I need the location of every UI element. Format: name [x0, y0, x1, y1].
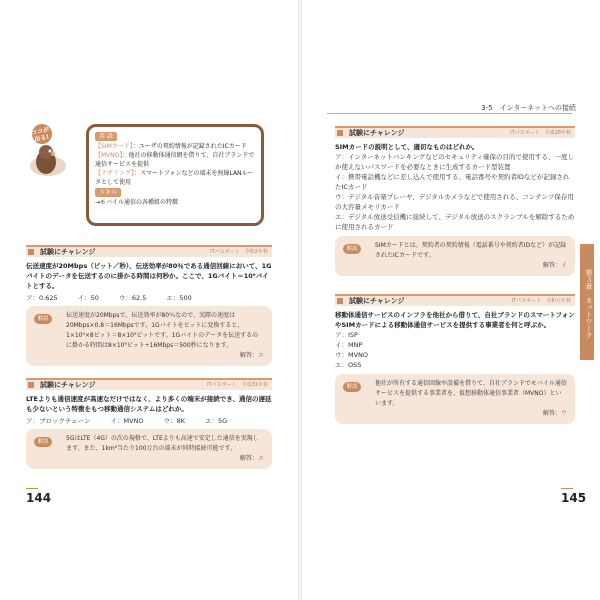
tethering-key: 【テザリング】 — [95, 170, 135, 177]
page-number-rule — [561, 488, 573, 489]
kaisetsu-badge: 解説 — [343, 382, 361, 392]
answer-value: ウ — [560, 410, 567, 417]
option: ア：0.625 — [26, 294, 58, 302]
explanation-box — [26, 306, 272, 366]
tethering-text: ：スマートフォンなどの端末を無線LANルータとして使用 — [95, 170, 254, 186]
book-gutter — [298, 0, 302, 600]
answer-line — [375, 261, 567, 271]
sim-text: ：ユーザの契約情報が記録されたICカード — [132, 143, 247, 150]
mvno-text: ：他社の移動体通信網を借りて、自社ブランドで通信サービスを提供 — [95, 152, 255, 168]
challenge-header — [335, 294, 575, 306]
kaisetsu-badge: 解説 — [343, 244, 361, 254]
kaisetsu-badge: 解説 — [34, 314, 52, 324]
challenge-options — [26, 416, 272, 425]
chapter-side-tab: 第３章 ネットワーク — [580, 244, 594, 360]
option: ア：インターネットバンキングなどのセキュリティ確保の目的で使用する、一度しか使えないパスワードを必要なときに生成するカード型装置 — [335, 153, 574, 171]
option: ウ：MVNO — [335, 351, 369, 359]
answer-line — [375, 409, 567, 419]
answer-line — [66, 351, 264, 361]
skill-label: スキル — [95, 188, 121, 197]
challenge-source: ITパスポート 平成31年春 — [207, 382, 268, 388]
challenge-source: ITパスポート 令和元年秋 — [511, 298, 571, 304]
kaisetsu-badge: 解説 — [34, 437, 52, 447]
challenge-header — [335, 126, 575, 138]
answer-label: 解答： — [542, 410, 561, 417]
memo-box — [86, 124, 264, 226]
answer-value: エ — [257, 455, 264, 462]
option: イ：MVNO — [110, 417, 144, 425]
challenge-title: 試験にチャレンジ — [40, 381, 96, 389]
challenge-title: 試験にチャレンジ — [349, 297, 405, 305]
option: ウ：デジタル音楽プレーヤ、デジタルカメラなどで使用される、コンテンツ保存用の大容量メモリカード — [335, 193, 574, 211]
challenge-source: ITパスポート 平成28年秋 — [510, 130, 571, 136]
option: エ：500 — [166, 294, 192, 302]
mvno-key: 【MVNO】 — [95, 152, 123, 159]
answer-label: 解答： — [542, 262, 561, 269]
challenge-question: 移動体通信サービスのインフラを他社から借りて、自社ブランドのスマートフォンやSIMカードによる移動体通信サービスを提供する事業者を何と呼ぶか。 — [335, 311, 575, 329]
option: エ：OSS — [335, 361, 362, 369]
answer-line — [66, 454, 264, 464]
challenge-title: 試験にチャレンジ — [40, 248, 96, 256]
explanation-text: 他社が所有する通信回線や設備を借りて、自社ブランドでモバイル通信サービスを提供する事業者を、仮想移動体通信事業者（MVNO）といいます。 — [375, 380, 567, 407]
sim-key: 【SIMカード】 — [95, 143, 133, 150]
explanation-text: 伝送速度が20Mbpsで、伝送効率が80％なので、実際の速度は20Mbps×0.8＝16Mbpsです。1Gバイトをビットに変換すると、1×10⁹×8ビット＝8×10⁹ビットです。1Gバイトのデータを伝送するのに掛かる時間は8×10⁹ビット÷16Mbps＝500秒になります。 — [66, 312, 259, 349]
chapter-header: 3-5 インターネットへの接続 — [481, 104, 576, 112]
option: イ：50 — [77, 294, 99, 302]
challenge-block-1 — [26, 245, 272, 366]
answer-value: イ — [560, 262, 567, 269]
explanation-box — [26, 429, 272, 469]
challenge-header — [26, 245, 272, 257]
skill-text: →モバイル通信の各種組の特徴 — [95, 199, 179, 206]
page-number-rule — [26, 488, 38, 489]
challenge-title: 試験にチャレンジ — [349, 129, 405, 137]
explanation-text: 5GはLTE（4G）の次の規格で、LTEよりも高速で安定した通信を実現します。また、1km²当たり100万台の端末が同時接続可能です。 — [66, 435, 259, 452]
challenge-question: 伝送速度が20Mbps（ビット／秒）、伝送効率が80％である通信回線において、1Gバイトのデータを伝送するのに掛かる時間は何秒か。ここで、1Gバイト＝10⁹バイトとする。 — [26, 262, 272, 290]
option: イ：MNP — [335, 341, 363, 349]
answer-label: 解答： — [239, 455, 258, 462]
page-number-right: 145 — [561, 491, 587, 505]
page-number-left: 144 — [26, 491, 52, 505]
challenge-options — [26, 293, 272, 302]
option: ア：ブロックチェーン — [26, 417, 91, 425]
challenge-block-2 — [26, 378, 272, 469]
answer-label: 解答： — [239, 352, 258, 359]
challenge-source: ITパスポート 令和2年秋 — [210, 249, 268, 255]
option: イ：携帯電話機などに差し込んで使用する、電話番号や契約者IDなどが記録されたICカード — [335, 173, 570, 191]
option: エ：5G — [205, 417, 228, 425]
challenge-question: SIMカードの説明として、適切なものはどれか。 — [335, 143, 479, 151]
memo-callout: ココが出る! — [30, 126, 50, 144]
explanation-text: SIMカードとは、契約者の契約情報（電話番号や契約者IDなど）が記録されたICカードです。 — [375, 242, 567, 259]
challenge-question: LTEよりも通信速度が高速なだけではなく、より多くの端末が接続でき、通信の遅延も少ないという特徴をもつ移動通信システムはどれか。 — [26, 395, 272, 413]
option: エ：デジタル放送受信機に接続して、デジタル放送のスクランブルを解除するために使用されるカード — [335, 213, 575, 231]
term-label: 用 語 — [95, 132, 117, 141]
explanation-box — [335, 236, 575, 276]
explanation-box — [335, 374, 575, 424]
chapter-header-rule — [327, 113, 572, 114]
option: ウ：8K — [163, 417, 185, 425]
option: ア：ISP — [335, 331, 358, 339]
challenge-block-3 — [335, 126, 575, 276]
challenge-header — [26, 378, 272, 390]
answer-value: エ — [257, 352, 264, 359]
option: ウ：62.5 — [118, 294, 147, 302]
challenge-block-4 — [335, 294, 575, 424]
